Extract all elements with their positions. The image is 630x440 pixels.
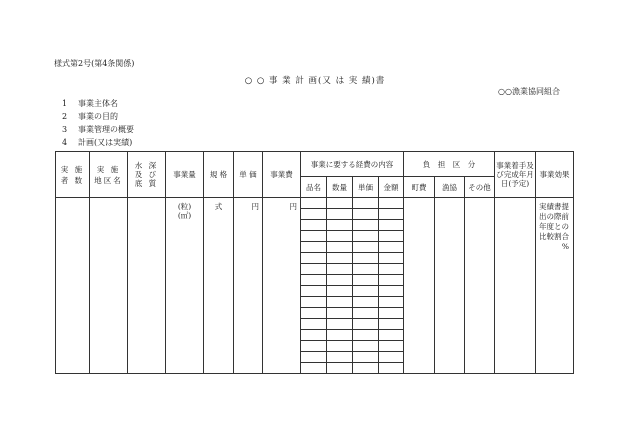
- expense-cell: [301, 231, 327, 242]
- expense-cell: [301, 220, 327, 231]
- specification-unit: 式: [214, 202, 223, 211]
- expense-cell: [379, 319, 404, 330]
- organization-name: ○○漁業協同組合: [498, 87, 560, 96]
- expense-cell: [301, 209, 327, 220]
- expense-cell: [327, 220, 353, 231]
- header-unit-price: 単 価: [234, 152, 263, 198]
- cell-implementation-area: [90, 198, 128, 374]
- expense-cell: [327, 330, 353, 341]
- cell-effect: [536, 198, 574, 374]
- unit-price-unit: 円: [251, 202, 259, 211]
- project-cost-unit: 円: [289, 202, 297, 211]
- header-item-unit-price: 単価: [353, 177, 379, 198]
- expense-cell: [301, 297, 327, 308]
- expense-cell: [379, 308, 404, 319]
- expense-cell: [301, 242, 327, 253]
- item-list: [62, 97, 134, 149]
- expense-cell: [379, 330, 404, 341]
- expense-cell: [353, 319, 379, 330]
- expense-cell: [353, 341, 379, 352]
- expense-cell: [379, 352, 404, 363]
- expense-cell: [301, 319, 327, 330]
- expense-cell: [353, 286, 379, 297]
- expense-cell: [327, 253, 353, 264]
- document-title: ○ ○ 事 業 計 画(又 は 実 績)書: [244, 76, 386, 86]
- expense-cell: [327, 286, 353, 297]
- expense-cell: [379, 242, 404, 253]
- header-item-name: 品名: [301, 177, 327, 198]
- expense-cell: [301, 253, 327, 264]
- expense-cell: [379, 220, 404, 231]
- cell-water-depth: [128, 198, 166, 374]
- expense-cell: [353, 297, 379, 308]
- expense-cell: [353, 352, 379, 363]
- header-implementation-area: 実 施 地区名: [90, 152, 128, 198]
- cell-implementer-count: [56, 198, 90, 374]
- expense-cell: [327, 297, 353, 308]
- expense-cell: [301, 286, 327, 297]
- expense-cell: [301, 308, 327, 319]
- expense-cell: [327, 363, 353, 374]
- expense-cell: [327, 308, 353, 319]
- list-item: 4 計画(又は実績): [62, 138, 133, 147]
- expense-cell: [379, 264, 404, 275]
- expense-cell: [353, 231, 379, 242]
- list-item: 2 事業の目的: [62, 112, 118, 121]
- header-item-amount: 金額: [379, 177, 404, 198]
- header-water-depth: 水 深 及 び 底 質: [128, 152, 166, 198]
- header-project-cost: 事業費: [263, 152, 301, 198]
- effect-percent: %: [561, 242, 570, 251]
- cell-project-cost: [263, 198, 301, 374]
- expense-cell: [353, 275, 379, 286]
- expense-cell: [379, 231, 404, 242]
- cell-specification: [204, 198, 234, 374]
- expense-cell: [353, 330, 379, 341]
- expense-cell: [327, 242, 353, 253]
- expense-cell: [327, 275, 353, 286]
- expense-cell: [301, 264, 327, 275]
- list-item: 3 事業管理の概要: [62, 125, 134, 134]
- header-fishery-coop: 漁協: [435, 177, 465, 198]
- cell-town-cost: [404, 198, 435, 374]
- expense-cell: [379, 297, 404, 308]
- expense-cell: [353, 253, 379, 264]
- expense-cell: [353, 264, 379, 275]
- expense-cell: [379, 286, 404, 297]
- expense-cell: [353, 220, 379, 231]
- cell-quantity: [166, 198, 204, 374]
- table-row: [301, 198, 327, 209]
- header-expense-detail: 事業に要する経費の内容: [301, 152, 404, 177]
- expense-cell: [379, 253, 404, 264]
- header-town-cost: 町費: [404, 177, 435, 198]
- quantity-unit: (粒) (㎡): [177, 202, 192, 220]
- expense-cell: [327, 352, 353, 363]
- expense-cell: [379, 275, 404, 286]
- expense-cell: [379, 341, 404, 352]
- expense-cell: [301, 275, 327, 286]
- effect-note: 実績書提出の際前年度との比較割合: [539, 202, 570, 241]
- cell-unit-price: [234, 198, 263, 374]
- header-implementer-count: 実 施 者 数: [56, 152, 90, 198]
- cell-fishery-coop: [435, 198, 465, 374]
- header-burden: 負 担 区 分: [404, 152, 495, 177]
- cell-schedule: [495, 198, 536, 374]
- expense-cell: [353, 209, 379, 220]
- header-item-quantity: 数量: [327, 177, 353, 198]
- expense-cell: [379, 363, 404, 374]
- expense-cell: [327, 264, 353, 275]
- header-quantity: 事業量: [166, 152, 204, 198]
- header-effect: 事業効果: [536, 152, 574, 198]
- plan-table: [55, 151, 574, 374]
- header-schedule: 事業着手及び完成年月日(予定): [495, 152, 536, 198]
- expense-cell: [327, 319, 353, 330]
- expense-cell: [301, 352, 327, 363]
- header-other: その他: [465, 177, 495, 198]
- expense-cell: [327, 231, 353, 242]
- expense-cell: [353, 363, 379, 374]
- expense-cell: [353, 308, 379, 319]
- expense-cell: [353, 242, 379, 253]
- header-specification: 規 格: [204, 152, 234, 198]
- cell-other: [465, 198, 495, 374]
- expense-cell: [379, 209, 404, 220]
- list-item: 1 事業主体名: [62, 99, 118, 108]
- expense-cell: [301, 341, 327, 352]
- expense-cell: [327, 341, 353, 352]
- expense-cell: [301, 363, 327, 374]
- expense-cell: [301, 330, 327, 341]
- expense-cell: [327, 209, 353, 220]
- form-number: 様式第2号(第4条関係): [54, 59, 135, 68]
